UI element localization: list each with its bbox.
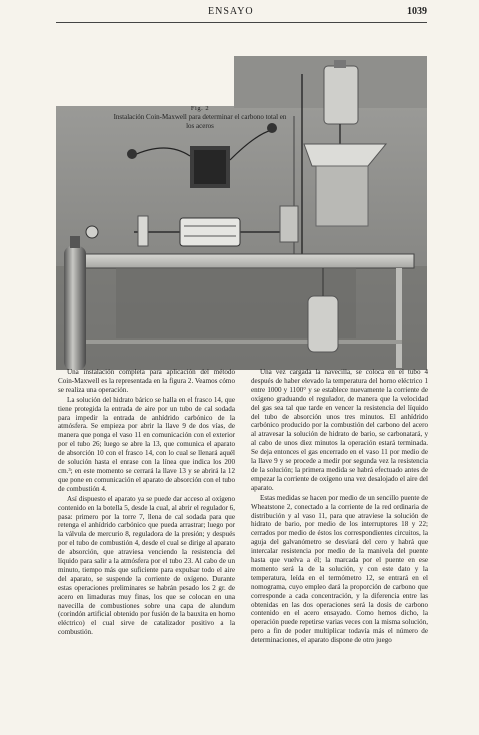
right-column xyxy=(251,368,428,645)
left-column xyxy=(58,368,235,637)
paragraph: Así dispuesto el aparato ya se puede dar acceso al oxígeno contenido en la botella 5, desde la cual, al abrir el regulador 6, pasa: primero por la torre 7, llena de cal sodada para que retenga el anhídrido carbónico que pueda arrastrar; luego por la válvula de mercurio 8, reguladora de la presión; y después por el tubo de combustión 4, desde el cual se dirige al aparato de absorción, que atraviesa venciendo la resistencia del líquido para salir a la atmósfera por el tubo 23. Al cabo de un minuto, tiempo más que suficiente para expulsar todo el aire del aparato, se suspende la corriente de oxígeno. Durante estas operaciones preliminares se habrán pesado los 2 gr. de acero en limaduras muy finas, los que se colocan en una navecilla de combustiones sobre una capa de alundum (corindón artificial obtenido por fusión de la bauxita en horno eléctrico) el cual sirve de catalizador positivo a la combustión. xyxy=(58,494,235,637)
running-head xyxy=(0,4,479,20)
body-text xyxy=(58,368,430,702)
apparatus-figure xyxy=(56,56,427,370)
figure-label: Fig. 2 xyxy=(190,105,210,112)
paragraph: Estas medidas se hacen por medio de un sencillo puente de Wheatstone 2, conectado a la corriente de la red ordinaria de distribución y al vaso 11, para que atraviese la solución de hidrato de bario, por medio de los interruptores 18 y 22; cerrados por medio de éstos los correspondientes circuitos, la aguja del galvanómetro se desviará del cero y habrá que intercalar resistencia por medio de la manivela del puente hasta que vuelva a él; la marcada por el puente en ese momento será la de la solución, y con este dato y la temperatura, leída en el termómetro 12, se entrará en el nomograma, cuyo empleo dará la proporción de carbono que corresponde a cada concentración, y la diferencia entre las obtenidas en las dos operaciones será la dosis de carbono contenido en el acero ensayado. Como hemos dicho, la operación puede repetirse varias veces con la misma solución, pero a fin de poder multiplicar todavía más el número de determinaciones, el aparato dispone de otro juego xyxy=(251,493,428,645)
paragraph: Una vez cargada la navecilla, se coloca en el tubo 4 después de haber elevado la temperatura del horno eléctrico 1 entre 1000 y 1100° y se establece nuevamente la corriente de oxígeno graduando el regulador, de manera que la velocidad del gas sea tal que tarde en vencer la resistencia del líquido del tubo de absorción unos tres minutos. El anhídrido carbónico producido por la combustión del carbono del acero al atravesar la solución de hidrato de bario, se carbonatará, y al cabo de unos diez minutos la operación estará terminada. Se deja entonces el gas encerrado en el vaso 11 por medio de la llave 9 y se procede a medir por segunda vez la resistencia de la solución; la primera medida se habrá efectuado antes de empezar la corriente de oxígeno una vez desalojado el aire del aparato. xyxy=(251,368,428,492)
header-rule xyxy=(56,22,427,23)
paragraph: La solución del hidrato bárico se halla en el frasco 14, que tiene protegida la entrada de aire por un tubo de cal sodada para impedir la entrada de anhídrido carbónico de la atmósfera. Se empieza por abrir la llave 9 de dos vías, de manera que ponga el vaso 11 en comunicación con el exterior por el tubo 26; luego se abre la 13, que comunica el aparato de absorción 10 con el frasco 14, con lo cual se llenará aquél de solución hasta el enrase con la línea que indica los 200 cm.³; en este momento se cerrará la llave 13 y se abrirá la 12 que pone en comunicación el aparato de absorción con el tubo de combustión 4. xyxy=(58,395,235,493)
figure-caption xyxy=(112,104,288,131)
figure-caption-text: Instalación Coin-Maxwell para determinar el carbono total en los aceros xyxy=(113,113,287,130)
running-title: ENSAYO xyxy=(208,6,254,17)
paragraph: Una instalación completa para aplicación del método Coin-Maxwell es la representada en la figura 2. Veamos cómo se realiza una operación. xyxy=(58,368,235,394)
page-number: 1039 xyxy=(407,6,427,17)
